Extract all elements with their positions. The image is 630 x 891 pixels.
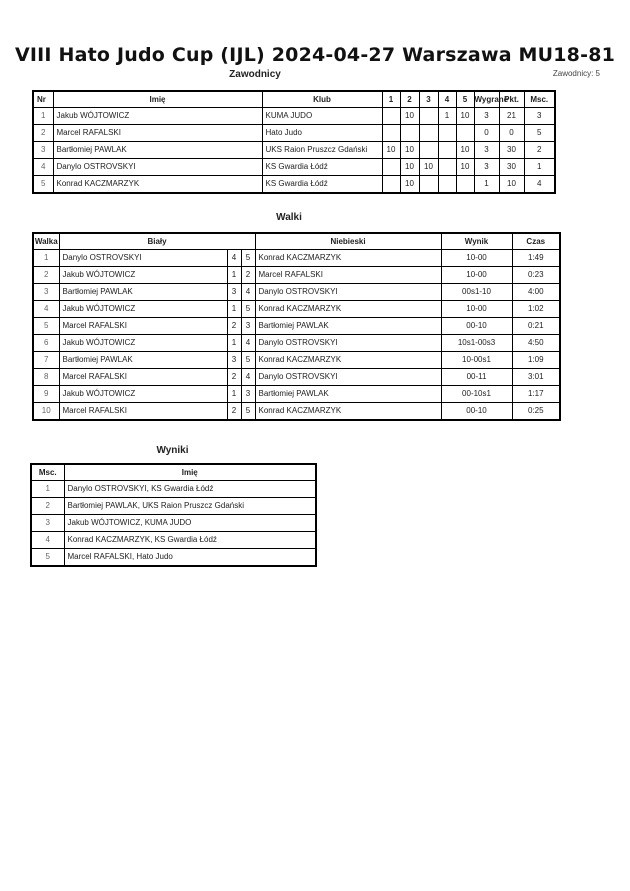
col-name: Imię <box>64 464 316 481</box>
fight-result: 10-00 <box>441 267 512 284</box>
fight-result: 10-00 <box>441 301 512 318</box>
competitor-score-s3 <box>419 125 438 142</box>
fight-white-nr: 1 <box>227 335 241 352</box>
competitor-nr: 2 <box>33 125 53 142</box>
competitor-points: 21 <box>499 108 524 125</box>
result-row <box>31 532 316 549</box>
competitor-score-s3: 10 <box>419 159 438 176</box>
fight-time: 4:50 <box>512 335 560 352</box>
fight-blue-name: Konrad KACZMARZYK <box>255 301 441 318</box>
fight-time: 1:09 <box>512 352 560 369</box>
competitor-score-s1: 10 <box>382 142 400 159</box>
fight-white-name: Bartłomiej PAWLAK <box>59 284 227 301</box>
fight-time: 0:21 <box>512 318 560 335</box>
competitor-row <box>33 159 555 176</box>
competitor-name: Danylo OSTROVSKYI <box>53 159 262 176</box>
fights-section-title: Walki <box>276 212 302 223</box>
competitor-score-s3 <box>419 142 438 159</box>
competitor-wins: 3 <box>474 108 499 125</box>
fight-row <box>33 352 560 369</box>
competitor-score-s4 <box>438 176 456 194</box>
competitor-nr: 5 <box>33 176 53 194</box>
competitor-score-s5 <box>456 125 474 142</box>
fight-white-name: Bartłomiej PAWLAK <box>59 352 227 369</box>
competitor-wins: 3 <box>474 142 499 159</box>
competitor-score-s1 <box>382 125 400 142</box>
competitor-name: Jakub WÓJTOWICZ <box>53 108 262 125</box>
fight-blue-name: Marcel RAFALSKI <box>255 267 441 284</box>
competitor-place: 5 <box>524 125 555 142</box>
competitor-points: 0 <box>499 125 524 142</box>
competitor-name: Bartłomiej PAWLAK <box>53 142 262 159</box>
competitor-points: 30 <box>499 159 524 176</box>
competitor-score-s4: 1 <box>438 108 456 125</box>
result-row <box>31 498 316 515</box>
competitor-score-s4 <box>438 159 456 176</box>
col-2: 2 <box>400 91 419 108</box>
fight-row <box>33 284 560 301</box>
result-entry: Jakub WÓJTOWICZ, KUMA JUDO <box>64 515 316 532</box>
fight-white-name: Jakub WÓJTOWICZ <box>59 301 227 318</box>
fight-number: 4 <box>33 301 59 318</box>
competitor-score-s5 <box>456 176 474 194</box>
result-place: 5 <box>31 549 64 567</box>
result-place: 1 <box>31 481 64 498</box>
results-header-row <box>31 464 316 481</box>
result-row <box>31 515 316 532</box>
competitor-club: Hato Judo <box>262 125 382 142</box>
result-row <box>31 481 316 498</box>
competitors-table <box>32 90 556 194</box>
fight-blue-nr: 5 <box>241 250 255 267</box>
fight-row <box>33 301 560 318</box>
fight-blue-nr: 3 <box>241 386 255 403</box>
competitor-nr: 1 <box>33 108 53 125</box>
competitor-score-s5: 10 <box>456 108 474 125</box>
fight-white-name: Marcel RAFALSKI <box>59 318 227 335</box>
fight-blue-nr: 4 <box>241 335 255 352</box>
fight-result: 00-10s1 <box>441 386 512 403</box>
fight-white-nr: 2 <box>227 403 241 421</box>
competitor-place: 1 <box>524 159 555 176</box>
results-table <box>30 463 317 567</box>
col-5: 5 <box>456 91 474 108</box>
competitor-name: Konrad KACZMARZYK <box>53 176 262 194</box>
fight-blue-name: Bartłomiej PAWLAK <box>255 386 441 403</box>
page-title: VIII Hato Judo Cup (IJL) 2024-04-27 Warszawa MU18-81 <box>14 44 616 66</box>
results-section-title: Wyniki <box>156 445 189 456</box>
fight-row <box>33 403 560 421</box>
fight-number: 1 <box>33 250 59 267</box>
result-entry: Danylo OSTROVSKYI, KS Gwardia Łódź <box>64 481 316 498</box>
competitor-score-s2: 10 <box>400 108 419 125</box>
competitor-row <box>33 176 555 194</box>
competitor-row <box>33 125 555 142</box>
col-fight: Walka <box>33 233 59 250</box>
fight-blue-name: Danylo OSTROVSKYI <box>255 335 441 352</box>
competitor-score-s3 <box>419 176 438 194</box>
fight-white-name: Jakub WÓJTOWICZ <box>59 386 227 403</box>
fight-white-name: Danylo OSTROVSKYI <box>59 250 227 267</box>
col-result: Wynik <box>441 233 512 250</box>
fight-blue-name: Bartłomiej PAWLAK <box>255 318 441 335</box>
fight-blue-nr: 4 <box>241 369 255 386</box>
fight-white-nr: 3 <box>227 284 241 301</box>
competitor-wins: 1 <box>474 176 499 194</box>
competitor-row <box>33 142 555 159</box>
fight-row <box>33 386 560 403</box>
fight-result: 10-00s1 <box>441 352 512 369</box>
competitor-score-s2: 10 <box>400 176 419 194</box>
fight-blue-name: Konrad KACZMARZYK <box>255 403 441 421</box>
fight-result: 00-10 <box>441 318 512 335</box>
result-entry: Konrad KACZMARZYK, KS Gwardia Łódź <box>64 532 316 549</box>
fight-time: 1:49 <box>512 250 560 267</box>
fight-row <box>33 250 560 267</box>
competitor-score-s1 <box>382 176 400 194</box>
fight-number: 2 <box>33 267 59 284</box>
col-club: Klub <box>262 91 382 108</box>
fight-number: 10 <box>33 403 59 421</box>
competitor-score-s2: 10 <box>400 159 419 176</box>
fight-time: 1:02 <box>512 301 560 318</box>
fight-time: 1:17 <box>512 386 560 403</box>
fight-row <box>33 267 560 284</box>
result-place: 2 <box>31 498 64 515</box>
fight-blue-name: Danylo OSTROVSKYI <box>255 284 441 301</box>
fights-header-row <box>33 233 560 250</box>
result-row <box>31 549 316 567</box>
fight-result: 00-10 <box>441 403 512 421</box>
competitors-header-row <box>33 91 555 108</box>
fight-white-name: Marcel RAFALSKI <box>59 369 227 386</box>
fight-result: 00s1-10 <box>441 284 512 301</box>
fight-row <box>33 335 560 352</box>
fight-number: 5 <box>33 318 59 335</box>
col-1: 1 <box>382 91 400 108</box>
competitor-row <box>33 108 555 125</box>
fight-time: 3:01 <box>512 369 560 386</box>
fight-white-nr: 1 <box>227 301 241 318</box>
fight-time: 0:25 <box>512 403 560 421</box>
competitor-score-s4 <box>438 142 456 159</box>
fight-number: 6 <box>33 335 59 352</box>
fight-number: 8 <box>33 369 59 386</box>
competitor-club: KS Gwardia Łódź <box>262 176 382 194</box>
fight-blue-name: Danylo OSTROVSKYI <box>255 369 441 386</box>
result-place: 4 <box>31 532 64 549</box>
competitor-score-s4 <box>438 125 456 142</box>
fight-result: 00-11 <box>441 369 512 386</box>
col-nr: Nr <box>33 91 53 108</box>
competitor-wins: 3 <box>474 159 499 176</box>
col-3: 3 <box>419 91 438 108</box>
fight-number: 9 <box>33 386 59 403</box>
fight-number: 7 <box>33 352 59 369</box>
fight-white-nr: 2 <box>227 318 241 335</box>
col-name: Imię <box>53 91 262 108</box>
col-place: Msc. <box>524 91 555 108</box>
competitor-score-s1 <box>382 159 400 176</box>
competitor-points: 10 <box>499 176 524 194</box>
competitor-score-s2 <box>400 125 419 142</box>
competitor-score-s5: 10 <box>456 159 474 176</box>
competitor-name: Marcel RAFALSKI <box>53 125 262 142</box>
fight-white-nr: 1 <box>227 267 241 284</box>
fight-blue-name: Konrad KACZMARZYK <box>255 352 441 369</box>
col-wins: Wygrane <box>474 91 499 108</box>
fight-white-name: Marcel RAFALSKI <box>59 403 227 421</box>
competitors-section-title: Zawodnicy <box>229 69 281 80</box>
competitor-club: KS Gwardia Łódź <box>262 159 382 176</box>
competitor-nr: 3 <box>33 142 53 159</box>
fight-row <box>33 318 560 335</box>
competitor-place: 4 <box>524 176 555 194</box>
col-4: 4 <box>438 91 456 108</box>
competitor-score-s1 <box>382 108 400 125</box>
competitor-place: 2 <box>524 142 555 159</box>
fight-white-nr: 2 <box>227 369 241 386</box>
competitor-place: 3 <box>524 108 555 125</box>
competitors-count: Zawodnicy: 5 <box>552 69 600 78</box>
fight-blue-nr: 4 <box>241 284 255 301</box>
fight-white-name: Jakub WÓJTOWICZ <box>59 267 227 284</box>
col-white: Biały <box>59 233 255 250</box>
fight-time: 4:00 <box>512 284 560 301</box>
fight-row <box>33 369 560 386</box>
result-entry: Bartłomiej PAWLAK, UKS Raion Pruszcz Gdański <box>64 498 316 515</box>
fight-result: 10-00 <box>441 250 512 267</box>
fight-blue-nr: 2 <box>241 267 255 284</box>
competitor-score-s3 <box>419 108 438 125</box>
competitor-points: 30 <box>499 142 524 159</box>
competitor-club: UKS Raion Pruszcz Gdański <box>262 142 382 159</box>
fight-white-nr: 1 <box>227 386 241 403</box>
fight-white-name: Jakub WÓJTOWICZ <box>59 335 227 352</box>
competitor-score-s5: 10 <box>456 142 474 159</box>
fights-table <box>32 232 561 421</box>
result-entry: Marcel RAFALSKI, Hato Judo <box>64 549 316 567</box>
competitor-wins: 0 <box>474 125 499 142</box>
fight-blue-name: Konrad KACZMARZYK <box>255 250 441 267</box>
fight-white-nr: 3 <box>227 352 241 369</box>
competitor-nr: 4 <box>33 159 53 176</box>
fight-blue-nr: 3 <box>241 318 255 335</box>
col-time: Czas <box>512 233 560 250</box>
competitor-score-s2: 10 <box>400 142 419 159</box>
fight-white-nr: 4 <box>227 250 241 267</box>
result-place: 3 <box>31 515 64 532</box>
col-place: Msc. <box>31 464 64 481</box>
col-points: Pkt. <box>499 91 524 108</box>
fight-blue-nr: 5 <box>241 352 255 369</box>
fight-result: 10s1-00s3 <box>441 335 512 352</box>
fight-time: 0:23 <box>512 267 560 284</box>
competitor-club: KUMA JUDO <box>262 108 382 125</box>
col-blue: Niebieski <box>255 233 441 250</box>
fight-blue-nr: 5 <box>241 301 255 318</box>
fight-blue-nr: 5 <box>241 403 255 421</box>
fight-number: 3 <box>33 284 59 301</box>
